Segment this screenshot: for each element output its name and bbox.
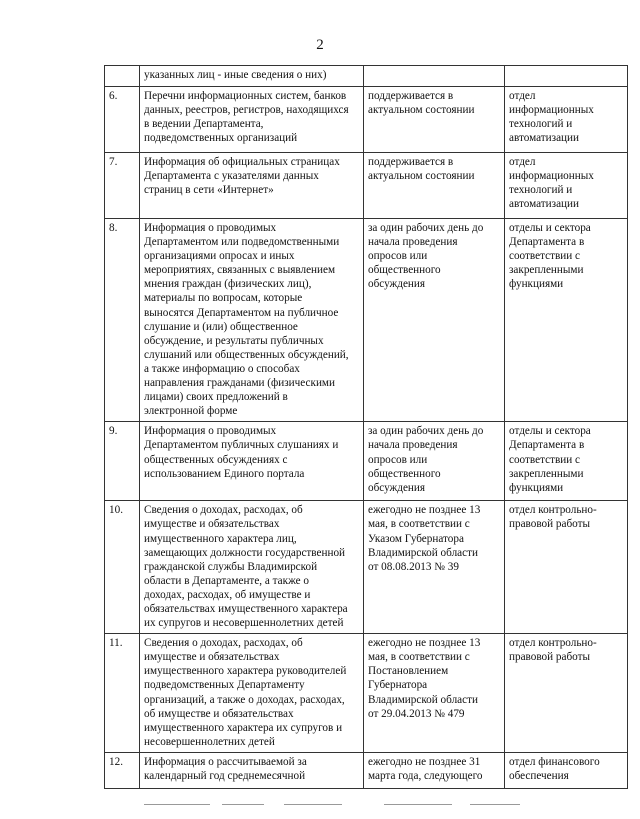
row-information: Информация о проводимых Департаментом публичных слушаниях и общественных обсуждениях с использованием Единого портала bbox=[140, 422, 364, 501]
row-information: Информация о рассчитываемой за календарный год среднемесячной bbox=[140, 752, 364, 788]
footer-divider bbox=[222, 804, 264, 805]
row-responsible: отделы и сектора Департамента в соответствии с закрепленными функциями bbox=[505, 422, 628, 501]
row-number: 11. bbox=[105, 634, 140, 753]
row-number: 10. bbox=[105, 501, 140, 634]
row-responsible: отдел информационных технологий и автоматизации bbox=[505, 153, 628, 219]
page-number: 2 bbox=[316, 37, 324, 53]
row-frequency: поддерживается в актуальном состоянии bbox=[364, 87, 505, 153]
row-responsible: отдел информационных технологий и автоматизации bbox=[505, 87, 628, 153]
row-number: 6. bbox=[105, 87, 140, 153]
table-row bbox=[105, 501, 628, 634]
row-frequency: ежегодно не позднее 13 мая, в соответствии с Постановлением Губернатора Владимирской области от 29.04.2013 № 479 bbox=[364, 634, 505, 753]
table-row bbox=[105, 153, 628, 219]
row-information: указанных лиц - иные сведения о них) bbox=[140, 66, 364, 87]
table-row bbox=[105, 87, 628, 153]
footer-divider bbox=[284, 804, 342, 805]
row-responsible bbox=[505, 66, 628, 87]
footer-divider bbox=[144, 804, 210, 805]
footer-divider bbox=[384, 804, 452, 805]
row-responsible: отдел финансового обеспечения bbox=[505, 752, 628, 788]
row-number: 7. bbox=[105, 153, 140, 219]
row-responsible: отдел контрольно- правовой работы bbox=[505, 501, 628, 634]
row-number: 8. bbox=[105, 219, 140, 422]
row-information: Сведения о доходах, расходах, об имуществе и обязательствах имущественного характера лиц, замещающих должности государственной гражданской службы Владимирской области в Департаменте, а также о доходах, расходах, об имуществе и обязательствах имущественного характера их супругов и несовершеннолетних детей bbox=[140, 501, 364, 634]
row-frequency: поддерживается в актуальном состоянии bbox=[364, 153, 505, 219]
row-number: 9. bbox=[105, 422, 140, 501]
row-information: Информация об официальных страницах Департамента с указателями данных страниц в сети «Интернет» bbox=[140, 153, 364, 219]
row-frequency: за один рабочих день до начала проведения опросов или общественного обсуждения bbox=[364, 422, 505, 501]
table-row bbox=[105, 219, 628, 422]
row-information: Перечни информационных систем, банков данных, реестров, регистров, находящихся в ведении Департамента, подведомственных организаций bbox=[140, 87, 364, 153]
row-frequency bbox=[364, 66, 505, 87]
row-frequency: ежегодно не позднее 13 мая, в соответствии с Указом Губернатора Владимирской области от 08.08.2013 № 39 bbox=[364, 501, 505, 634]
row-responsible: отделы и сектора Департамента в соответствии с закрепленными функциями bbox=[505, 219, 628, 422]
table-row bbox=[105, 634, 628, 753]
row-frequency: за один рабочих день до начала проведения опросов или общественного обсуждения bbox=[364, 219, 505, 422]
row-frequency: ежегодно не позднее 31 марта года, следующего bbox=[364, 752, 505, 788]
row-information: Информация о проводимых Департаментом или подведомственными организациями опросах и иных мероприятиях, связанных с выявлением мнения граждан (физических лиц), материалы по вопросам, которые выносятся Департаментом на публичное слушание и (или) общественное обсуждение, и результаты публичных слушаний или общественных обсуждений, а также информацию о способах направления гражданами (физическими лицами) своих предложений в электронной форме bbox=[140, 219, 364, 422]
table-row bbox=[105, 422, 628, 501]
row-information: Сведения о доходах, расходах, об имуществе и обязательствах имущественного характера руководителей подведомственных Департаменту организаций, а также о доходах, расходах, об имуществе и обязательствах имущественного характера их супругов и несовершеннолетних детей bbox=[140, 634, 364, 753]
footer-divider bbox=[470, 804, 520, 805]
information-table bbox=[104, 65, 628, 789]
row-number: 12. bbox=[105, 752, 140, 788]
row-number bbox=[105, 66, 140, 87]
table-row bbox=[105, 752, 628, 788]
table-row bbox=[105, 66, 628, 87]
row-responsible: отдел контрольно- правовой работы bbox=[505, 634, 628, 753]
